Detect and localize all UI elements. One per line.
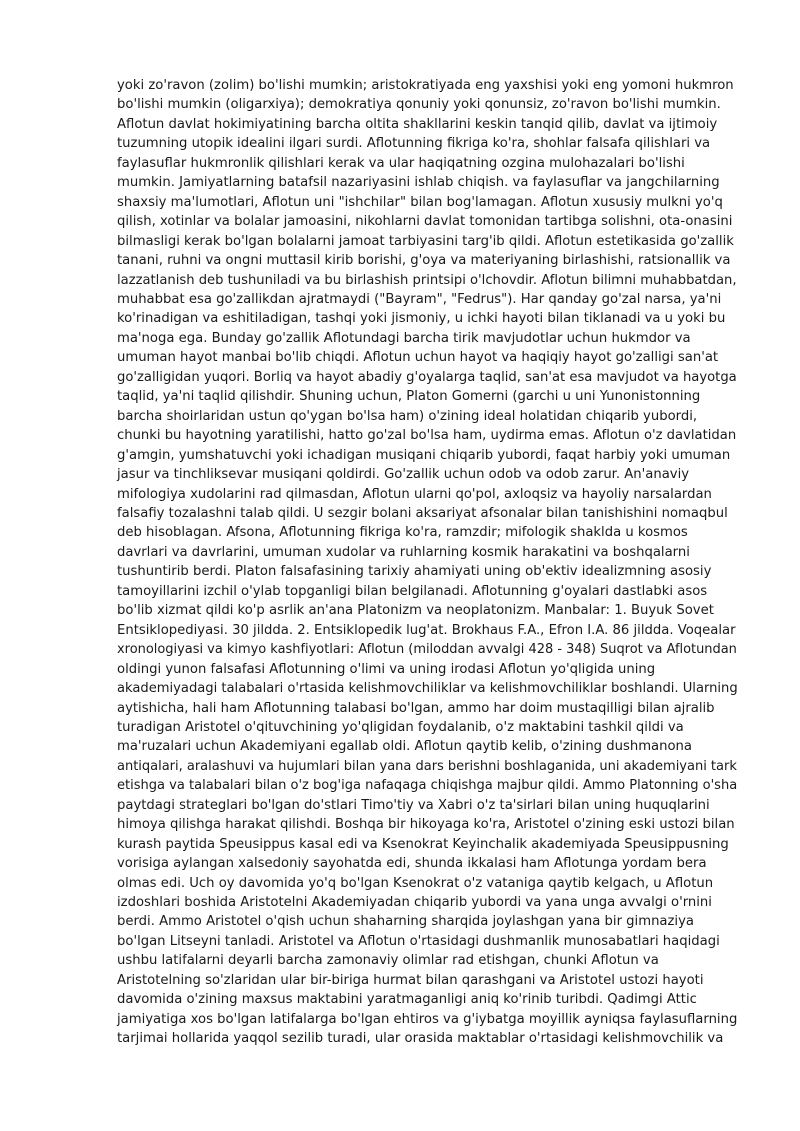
text-line: faylasuflar hukmronlik qilishlari kerak va ular haqiqatning ozgina mulohazalari bo'lishi [117,155,685,171]
text-line: himoya qilishga harakat qilishdi. Boshqa bir hikoyaga ko'ra, Aristotel o'zining eski ustozi bilan [117,817,735,833]
text-line: bo'lib xizmat qildi ko'p asrlik an'ana Platonizm va neoplatonizm. Manbalar: 1. Buyuk Sovet [117,603,714,619]
text-line: jasur va tinchliksevar musiqani qoldirdi. Go'zallik uchun odob va odob zarur. An'anaviy [117,467,690,483]
text-line: davomida o'zining maxsus maktabini yaratmaganligi aniq ko'rinib turibdi. Qadimgi Attic [117,992,697,1008]
text-line: muhabbat esa go'zallikdan ajratmaydi ("Bayram", "Fedrus"). Har qanday go'zal narsa, ya'ni [117,291,722,307]
text-line: umuman hayot manbai bo'lib chiqdi. Aflotun uchun hayot va haqiqiy hayot go'zalligi san'at [117,350,719,366]
text-line: deb hisoblagan. Afsona, Aflotunning fikriga ko'ra, ramzdir; mifologik shaklda u kosmos [117,525,688,541]
text-line: bo'lishi mumkin (oligarxiya); demokratiya qonuniy yoki qonunsiz, zo'ravon bo'lishi mumkin. [117,97,721,113]
text-line: kurash paytida Speusippus kasal edi va Ksenokrat Keyinchalik akademiyada Speusippusning [117,836,729,852]
text-line: qilish, xotinlar va bolalar jamoasini, nikohlarni davlat tomonidan tartibga solishni, ota-onasini [117,214,733,230]
text-line: ko'rinadigan va eshitiladigan, tashqi yoki jismoniy, u ichki hayoti bilan tiklanadi va u yoki bu [117,311,726,327]
text-line: jamiyatiga xos bo'lgan latifalarga bo'lgan ehtiros va g'iybatga moyillik ayniqsa faylasuflarning [117,1011,738,1027]
text-line: bo'lgan Litseyni tanladi. Aristotel va Aflotun o'rtasidagi dushmanlik munosabatlari haqidagi [117,933,720,949]
text-line: Entsiklopediyasi. 30 jildda. 2. Entsiklopedik lug'at. Brokhaus F.A., Efron I.A. 86 jildda. Voqealar [117,622,736,638]
body-text [117,76,737,1049]
text-line: akademiyadagi talabalari o'rtasida kelishmovchiliklar va kelishmovchiliklar boshlandi. Ularning [117,681,738,697]
text-line: lazzatlanish deb tushuniladi va bu birlashish printsipi o'lchovdir. Aflotun bilimni muhabbatdan, [117,272,737,288]
text-line: g'amgin, yumshatuvchi yoki ichadigan musiqani chiqarib yubordi, faqat harbiy yoki umuman [117,447,731,463]
text-line: falsafiy tozalashni talab qildi. U sezgir bolani aksariyat afsonalar bilan tanishishini nomaqbul [117,505,728,521]
text-line: paytdagi strateglari bo'lgan do'stlari Timo'tiy va Xabri o'z ta'sirlari bilan uning huquqlarini [117,797,710,813]
text-line: olmas edi. Uch oy davomida yo'q bo'lgan Ksenokrat o'z vataniga qaytib kelgach, u Aflotun [117,875,714,891]
text-line: antiqalari, aralashuvi va hujumlari bilan yana dars berishni boshlaganida, uni akademiyani tark [117,758,737,774]
text-line: tarjimai hollarida yaqqol sezilib turadi, ular orasida maktablar o'rtasidagi kelishmovchilik va [117,1031,724,1047]
text-line: tanani, ruhni va ongni muttasil kirib borishi, g'oya va materiyaning birlashishi, ratsionallik va [117,253,731,269]
text-line: go'zalligidan yuqori. Borliq va hayot abadiy g'oyalarga taqlid, san'at esa mavjudot va hayotga [117,369,737,385]
text-line: vorisiga aylangan xalsedoniy sayohatda edi, shunda ikkalasi ham Aflotunga yordam bera [117,856,707,872]
text-line: mifologiya xudolarini rad qilmasdan, Aflotun ularni qo'pol, axloqsiz va hayoliy narsalardan [117,486,712,502]
text-line: Aflotun davlat hokimiyatining barcha oltita shakllarini keskin tanqid qilib, davlat va ijtimoiy [117,116,718,132]
text-line: berdi. Ammo Aristotel o'qish uchun shaharning sharqida joylashgan yana bir gimnaziya [117,914,694,930]
text-line: bilmasligi kerak bo'lgan bolalarni jamoat tarbiyasini targ'ib qildi. Aflotun estetikasida go'zallik [117,233,734,249]
text-line: ma'noga ega. Bunday go'zallik Aflotundagi barcha tirik mavjudotlar uchun hukmdor va [117,330,691,346]
text-line: davrlari va davrlarini, umuman xudolar va ruhlarning kosmik harakatini va boshqalarni [117,544,690,560]
text-line: mumkin. Jamiyatlarning batafsil nazariyasini ishlab chiqish. va faylasuflar va jangchilarning [117,175,720,191]
text-line: chunki bu hayotning yaratilishi, hatto go'zal bo'lsa ham, uydirma emas. Aflotun o'z davlatidan [117,428,737,444]
text-line: tuzumning utopik idealini ilgari surdi. Aflotunning fikriga ko'ra, shohlar falsafa qilishlari va [117,136,711,152]
text-line: etishga va talabalari bilan o'z bog'iga nafaqaga chiqishga majbur qildi. Ammo Platonning o'sha [117,778,738,794]
text-line: oldingi yunon falsafasi Aflotunning o'limi va uning irodasi Aflotun yo'qligida uning [117,661,656,677]
text-line: ma'ruzalari uchun Akademiyani egallab oldi. Aflotun qaytib kelib, o'zining dushmanona [117,739,692,755]
text-line: turadigan Aristotel o'qituvchining yo'qligidan foydalanib, o'z maktabini tashkil qildi va [117,719,684,735]
text-line: aytishicha, hali ham Aflotunning talabasi bo'lgan, ammo har doim mustaqilligi bilan ajralib [117,700,715,716]
text-line: izdoshlari boshida Aristotelni Akademiyadan chiqarib yubordi va yana unga avvalgi o'rnini [117,895,712,911]
text-line: shaxsiy ma'lumotlari, Aflotun uni "ishchilar" bilan bog'lamagan. Aflotun xususiy mulkni yo'q [117,194,723,210]
text-line: barcha shoirlaridan ustun qo'ygan bo'lsa ham) o'zining ideal holatidan chiqarib yubordi, [117,408,698,424]
text-line: tushuntirib berdi. Platon falsafasining tarixiy ahamiyati uning ob'ektiv idealizmning asosiy [117,564,712,580]
text-line: ushbu latifalarni deyarli barcha zamonaviy olimlar rad etishgan, chunki Aflotun va [117,953,659,969]
text-line: yoki zo'ravon (zolim) bo'lishi mumkin; aristokratiyada eng yaxshisi yoki eng yomoni hukmron [117,78,734,93]
text-line: taqlid, ya'ni taqlid qilishdir. Shuning uchun, Platon Gomerni (garchi u uni Yunonistonning [117,389,701,405]
text-line: Aristotelning so'zlaridan ular bir-biriga hurmat bilan qarashgani va Aristotel ustozi hayoti [117,972,704,988]
text-line: tamoyillarini izchil o'ylab topganligi bilan belgilanadi. Aflotunning g'oyalari dastlabki asos [117,583,708,599]
text-line: xronologiyasi va kimyo kashfiyotlari: Aflotun (miloddan avvalgi 428 - 348) Suqrot va Aflotundan [117,642,737,658]
